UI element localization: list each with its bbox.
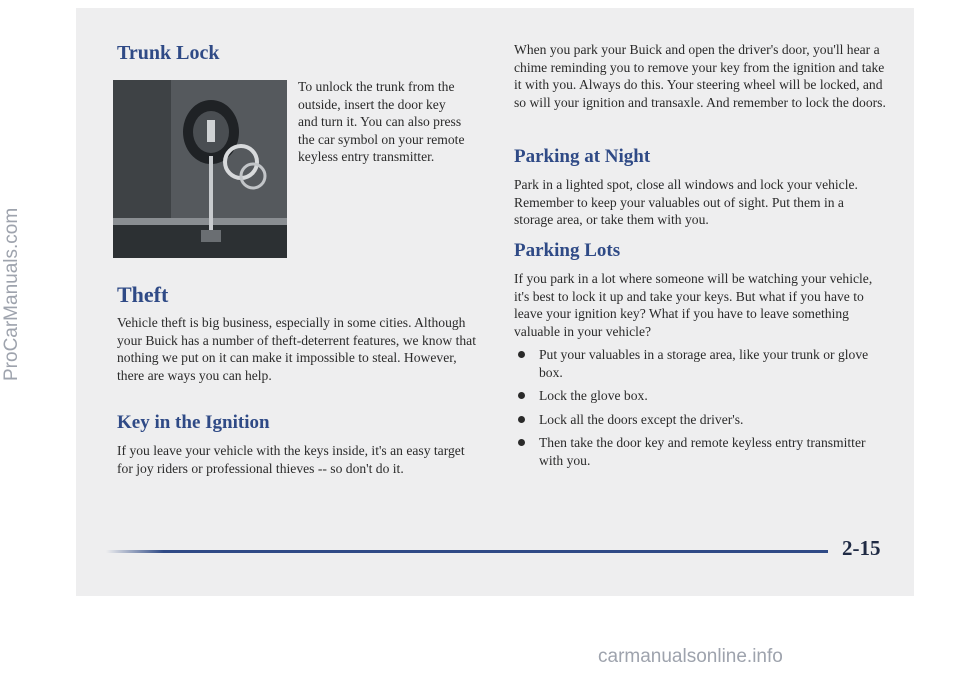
key-in-lock-illustration: [113, 80, 287, 258]
bullet-icon: [518, 416, 525, 423]
list-item: [518, 434, 888, 469]
trunk-lock-text: To unlock the trunk from the outside, insert the door key and turn it. You can also press the car symbol on your remote keyless entry transmitter.: [298, 79, 465, 164]
bullet-text: Lock all the doors except the driver's.: [539, 411, 744, 427]
list-item: [518, 411, 888, 429]
trunk-lock-photo: [113, 80, 287, 258]
parking-intro-text: When you park your Buick and open the driver's door, you'll hear a chime reminding you to remove your key from the ignition and take it with you. Always do this. Your steering wheel will be locked, and so will your ignition and transaxle. And remember to lock the doors.: [514, 42, 886, 110]
bullet-icon: [518, 351, 525, 358]
heading-trunk-lock: Trunk Lock: [117, 42, 220, 64]
theft-text: Vehicle theft is big business, especially in some cities. Although your Buick has a number of theft-deterrent features, we know that nothing we put on it can make it impossible to steal. However, there are ways you can help.: [117, 315, 476, 383]
parking-at-night-text: Park in a lighted spot, close all windows and lock your vehicle. Remember to keep your valuables out of sight. Put them in a storage area, or take them with you.: [514, 177, 858, 227]
bullet-text: Put your valuables in a storage area, like your trunk or glove box.: [539, 347, 869, 380]
page-number: 2-15: [842, 536, 881, 560]
list-item: [518, 387, 888, 405]
watermark-bottom: carmanualsonline.info: [598, 646, 783, 667]
parking-lots-text: If you park in a lot where someone will be watching your vehicle, it's best to lock it up and take your keys. But what if you have to leave your ignition key? What if you have to leave something valuable in your vehicle?: [514, 271, 873, 339]
bullet-text: Then take the door key and remote keyless entry transmitter with you.: [539, 435, 866, 468]
bullet-text: Lock the glove box.: [539, 388, 648, 403]
watermark-left: [0, 0, 24, 676]
parking-lots-bullet-list: [518, 346, 888, 475]
footer-rule: [106, 550, 828, 553]
heading-theft: Theft: [117, 282, 169, 307]
bullet-icon: [518, 439, 525, 446]
watermark-left-text: ProCarManuals.com: [1, 207, 22, 381]
heading-key-in-ignition: Key in the Ignition: [117, 412, 270, 433]
bullet-icon: [518, 392, 525, 399]
list-item: [518, 346, 888, 381]
heading-parking-at-night: Parking at Night: [514, 146, 651, 167]
heading-parking-lots: Parking Lots: [514, 240, 621, 261]
key-in-ignition-text: If you leave your vehicle with the keys inside, it's an easy target for joy riders or professional thieves -- so don't do it.: [117, 443, 465, 476]
